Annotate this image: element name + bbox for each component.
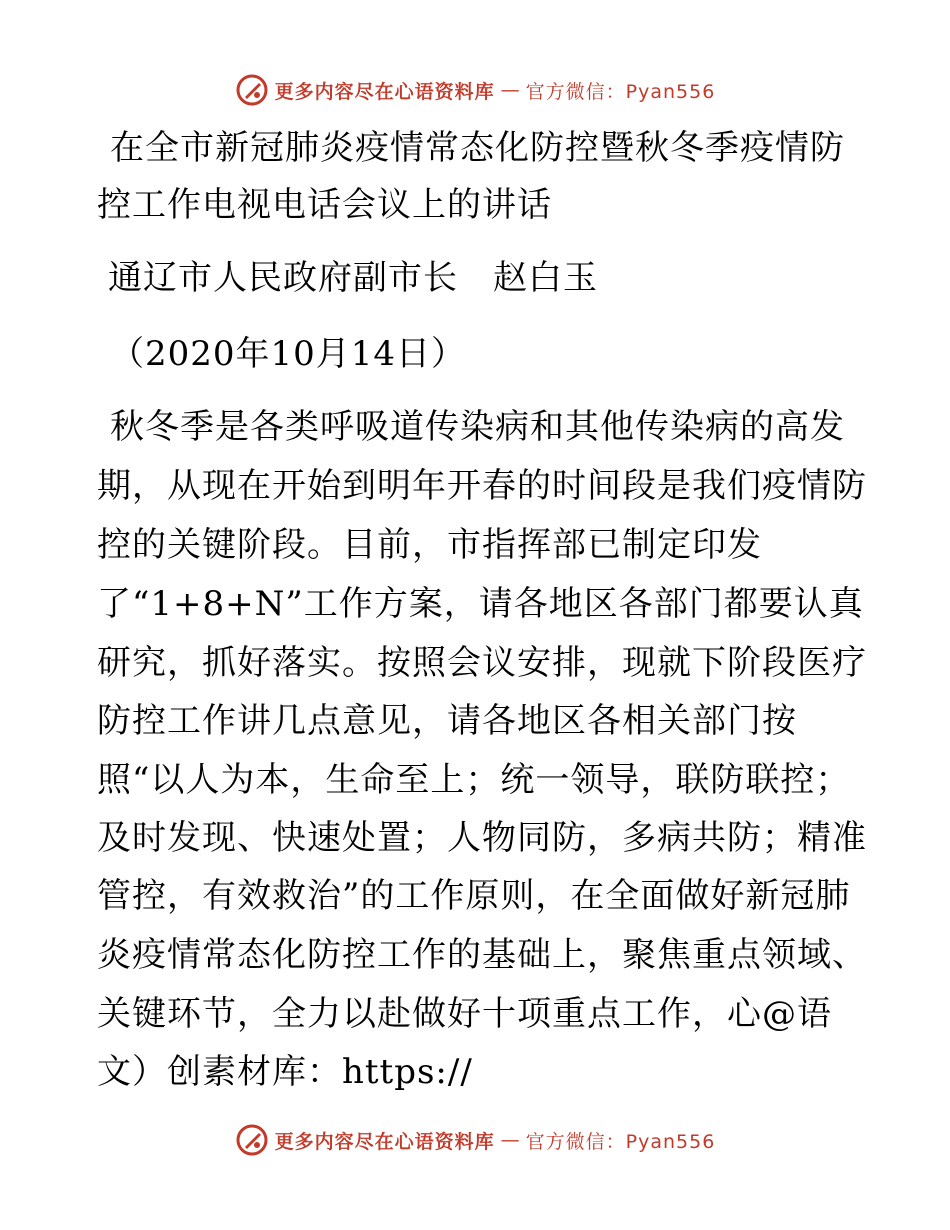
watermark-text: 更多内容尽在心语资料库 (274, 80, 495, 103)
body-line-6: 防控工作讲几点意见，请各地区各相关部门按 (97, 701, 797, 741)
watermark-separator: — (500, 79, 520, 101)
document-title-line-1: 在全市新冠肺炎疫情常态化防控暨秋冬季疫情防 (110, 128, 845, 168)
watermark-text: 更多内容尽在心语资料库 (274, 1130, 495, 1153)
header-watermark (0, 70, 950, 110)
document-author: 通辽市人民政府副市长 赵白玉 (108, 258, 598, 298)
quill-seal-icon (235, 1123, 269, 1157)
watermark-separator: — (500, 1129, 520, 1151)
document-title-line-2: 控工作电视电话会议上的讲话 (97, 185, 552, 225)
body-line-11: 关键环节，全力以赴做好十项重点工作，心@语 (97, 994, 832, 1034)
body-line-3: 控的关键阶段。目前，市指挥部已制定印发 (97, 525, 762, 565)
body-line-8: 及时发现、快速处置；人物同防，多病共防；精准 (97, 818, 867, 858)
body-line-10: 炎疫情常态化防控工作的基础上，聚焦重点领域、 (97, 935, 867, 975)
body-line-12: 文）创素材库：https:// (97, 1052, 473, 1092)
body-line-2: 期，从现在开始到明年开春的时间段是我们疫情防 (97, 466, 867, 506)
body-line-7: 照“以人为本，生命至上；统一领导，联防联控； (97, 760, 851, 800)
watermark-account: 官方微信：Pyan556 (525, 1130, 716, 1153)
body-line-4: 了“1+8+N”工作方案，请各地区各部门都要认真 (97, 584, 864, 624)
body-line-1: 秋冬季是各类呼吸道传染病和其他传染病的高发 (110, 407, 845, 447)
quill-seal-icon (235, 73, 269, 107)
watermark-account: 官方微信：Pyan556 (525, 80, 716, 103)
body-line-9: 管控，有效救治”的工作原则，在全面做好新冠肺 (97, 876, 851, 916)
body-line-5: 研究，抓好落实。按照会议安排，现就下阶段医疗 (97, 643, 867, 683)
document-date: （2020年10月14日） (110, 334, 467, 374)
footer-watermark (0, 1120, 950, 1160)
